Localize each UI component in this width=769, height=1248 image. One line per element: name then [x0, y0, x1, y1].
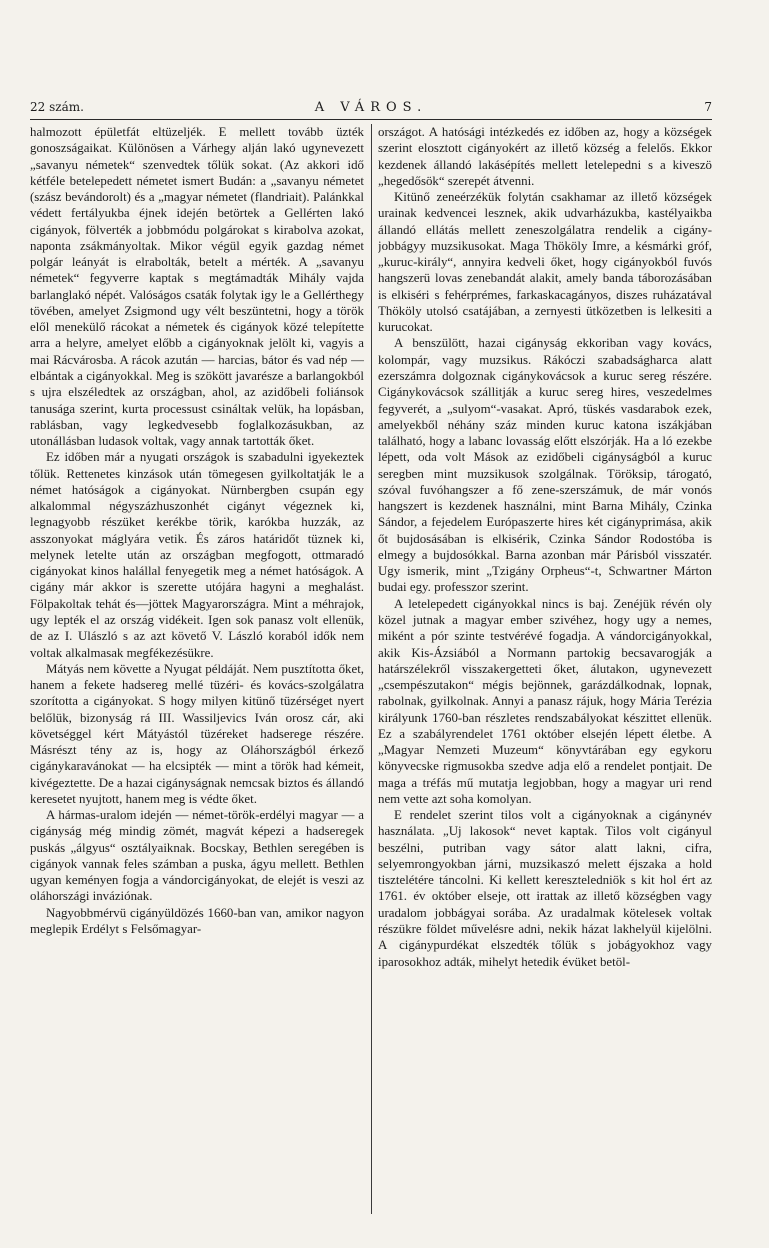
left-column [30, 124, 364, 1236]
paragraph: A benszülött, hazai cigányság ekkoriban vagy kovács, kolompár, vagy muzsikus. Rákóczi szabadságharca alatt ezerszámra dolgoznak cigánykovácsok a kuruc sereg részére. Cigánykovácsok szállitják a kuruc sereg hires, veszedelmes fegyverét, a „sulyom“-vasakat. Apró, tüskés vasdarabok ezek, amelyekből néhány száz minden kuruc katona iszákjában található, hogy a labanc lovasság előtt elszórják. Ha a ló ezekbe lépett, oda volt Mások az ezidőbeli cigányságból a kuruc seregben mint muzsikusok szolgálnak. Töröksip, tárogató, szóval fuvóhangszer a fő zene-szerszámuk, de már vonós hangszert is kezdenek használni, mint Barna Mihály, Czinka Sándor, a fejedelem Európaszerte hires két cigányprimása, akik őt bujdosásában is elkisérik, Czinka Sándor Rodostóba is elmegy a bujdosókkal. Barna azonban már Párisból visszatér. Ugy ismerik, mint „Tzigány Orpheus“-t, Schwartner Márton budai egy. professzor szerint. [378, 336, 712, 595]
issue-number: 22 szám. [30, 100, 84, 114]
column-divider [371, 124, 372, 1214]
paragraph: A letelepedett cigányokkal nincs is baj. Zenéjük révén oly közel jutnak a magyar ember szivéhez, hogy ugy a nemes, miként a pór szinte testvérévé fogadja. A vándorcigányokkal, akik Kis-Ázsiából a Normann partokig becsavarogják a határszélekről visszakergetteti őket, álutakon, ugynevezett „csempészutakon“ mégis bejönnek, garázdálkodnak, lopnak, rabolnak, gyilkolnak. Annyi a panasz rájuk, hogy Mária Terézia királyunk 1760-ban részletes rendszabályokat készittet ellenük. Ez a szabályrendelet 1761 október elsején lépett életbe. A „Magyar Nemzeti Muzeum“ könyvtárában egy egykoru könyvecske rigmusokba szedve adja elő a rendelet pontjait. De maga a tréfás mű mutatja legjobban, hogy a magyar uri rend nem vette azt soha komolyan. [378, 596, 712, 806]
paragraph: Kitünő zeneérzékük folytán csakhamar az illető községek urainak kedvencei lesznek, akik udvarházukba, kastélyaikba állandó ellátás mellett zeneszolgálatra rendelik a cigány-jobbágyy muzsikusokat. Maga Thököly Imre, a késmárki gróf, „kuruc-király“, annyira kedveli őket, hogy cigányokból fuvós hangszerü lovas zenebandát alakit, amely banda táborozásában is elkiséri s fehérprémes, farkaskacagányos, diszes ruházatával Thököly utolsó csatájában, a zernyesti ütközetben is lelkesiti a kurucokat. [378, 190, 712, 335]
paragraph: Ez időben már a nyugati országok is szabadulni igyekeztek tőlük. Rettenetes kinzások után tömegesen gyilkoltatják le a német hatóságok a cigányokat. Nürnbergben csupán egy alkalommal négyszázhuszonhét cigányt végeznek ki, legnagyobb részüket kerékbe törik, karókba huzzák, az asszonyokat máglyára vetik. És záros határidőt tüznek ki, melynek letelte után az országban megfogott, ottmaradó cigányokat kinos halállal fenyegetik meg a német hatóságok. A cigány már akkor is szerette utójára hagyni a meghalást. Fölpakoltak tehát és—jöttek Magyarországra. Mint a méhrajok, ugy lepték el az ország vidékeit. Igen sok panasz volt ellenük, de az I. Ulászló s az azt követő V. László koraból idők nem voltak alkalmasak megfékezésükre. [30, 450, 364, 660]
paragraph: halmozott épületfát eltüzeljék. E mellett tovább üzték gonoszságaikat. Különösen a Várhegy alján lakó ugynevezett „savanyu németek“ szenvedtek tőlük sokat. (Az akkori idő kétféle betelepedett németet ismert Budán: a „savanyu németet (szász bevándorolt) és a „magyar németet (flandriait). Palánkkal védett fertályukba éjnek idején betörtek a Gellérten lakó cigányok, fölverték a jobbmódu polgárokat s kirabolva azokat, naponta zsákmányoltak. Mikor végül egyik gazdag német polgár leányát is elrabolták, betelt a mérték. A „savanyu németek“ fegyverre kaptak s megtámadták Mihály vajda barlanglakó népét. Valóságos csaták folytak igy le a Gellérthegy tövében, amelyet Zsigmond ugy vélt beszüntetni, hogy a török elől menekülő rácokat a németek és cigányok közé telepítette arra a helyre, amelyet előbb a cigányoknak jelölt ki, vagyis a mai Rácvárosba. A rácok azután — harcias, bátor és vad nép — elbántak a cigányokkal. Meg is szökött javarésze a barlangokból s ujra elszéledtek az országban, ahol, az azidőbeli foliánsok tanusága szerint, kurta processust csináltak velük, ha lopásban, rablásban, vagy legkedvesebb foglalkozásukban, az utonállásban ludasok voltak, vagy annak tartották őket. [30, 125, 364, 449]
header-rule [30, 119, 712, 120]
paragraph: Mátyás nem követte a Nyugat példáját. Nem pusztította őket, hanem a fekete hadsereg mellé tüzéri- és kovács-szolgálatra szorította a cigányokat. S hogy milyen kitünő tüzérséget nyert belőlük, bizonyság rá III. Wassiljevics Iván orosz cár, aki követséggel kért Mátyástól tüzéreket hadserege részére. Másrészt tény az is, hogy az Oláhországból érkező cigánykaravánokat — ha elcsipték — mint a török had kémeit, kivégeztette. De a hazai cigányságnak nemcsak biztos és állandó keresetet nyujtott, hanem meg is védte őket. [30, 661, 364, 806]
journal-title: A VÁROS. [314, 100, 428, 115]
paragraph: A hármas-uralom idején — német-török-erdélyi magyar — a cigányság még mindig zömét, magvát képezi a hadseregek puskás „álgyus“ osztályaiknak. Bocskay, Bethlen seregében is cigányok vannak feles számban a puska, ágyu mellett. Bethlen ugyan keményen fogja a vándorcigányokat, de elejét is veszi az oláhországi inváziónak. [30, 808, 364, 904]
right-column [378, 124, 712, 1236]
paragraph: országot. A hatósági intézkedés ez időben az, hogy a községek szerint elosztott cigányokért az illető község a felelős. Ekkor kezdenek állandó lakásépítés mellett letelepedni s a kiveszö „hegedősök“ szerepét átvenni. [378, 125, 712, 188]
paragraph: E rendelet szerint tilos volt a cigányoknak a cigánynév használata. „Uj lakosok“ nevet kaptak. Tilos volt cigányul beszélni, putriban vagy sátor alatt lakni, cifra, selyemrongyokban járni, muzsikaszó melett éjszaka a hold tisztelétére táncolni. Ki kellett kereszteledniök s kit hol ért az 1761. év október elseje, ott irattak az illető községben vagy uradalom jobbágyai sorába. Az uradalmak kötelesek voltak részükre földet művelésre adni, nekik házat lakhelyül kijelölni. A cigánypurdékat elszedték tőlük s jobágyokhoz vagy iparosokhoz adták, mihelyt hetedik évüket betöl- [378, 808, 712, 969]
paragraph: Nagyobbmérvü cigányüldözés 1660-ban van, amikor nagyon meglepik Erdélyt s Felsőmagyar- [30, 905, 364, 937]
page-header [30, 100, 712, 120]
page-number: 7 [704, 100, 712, 114]
